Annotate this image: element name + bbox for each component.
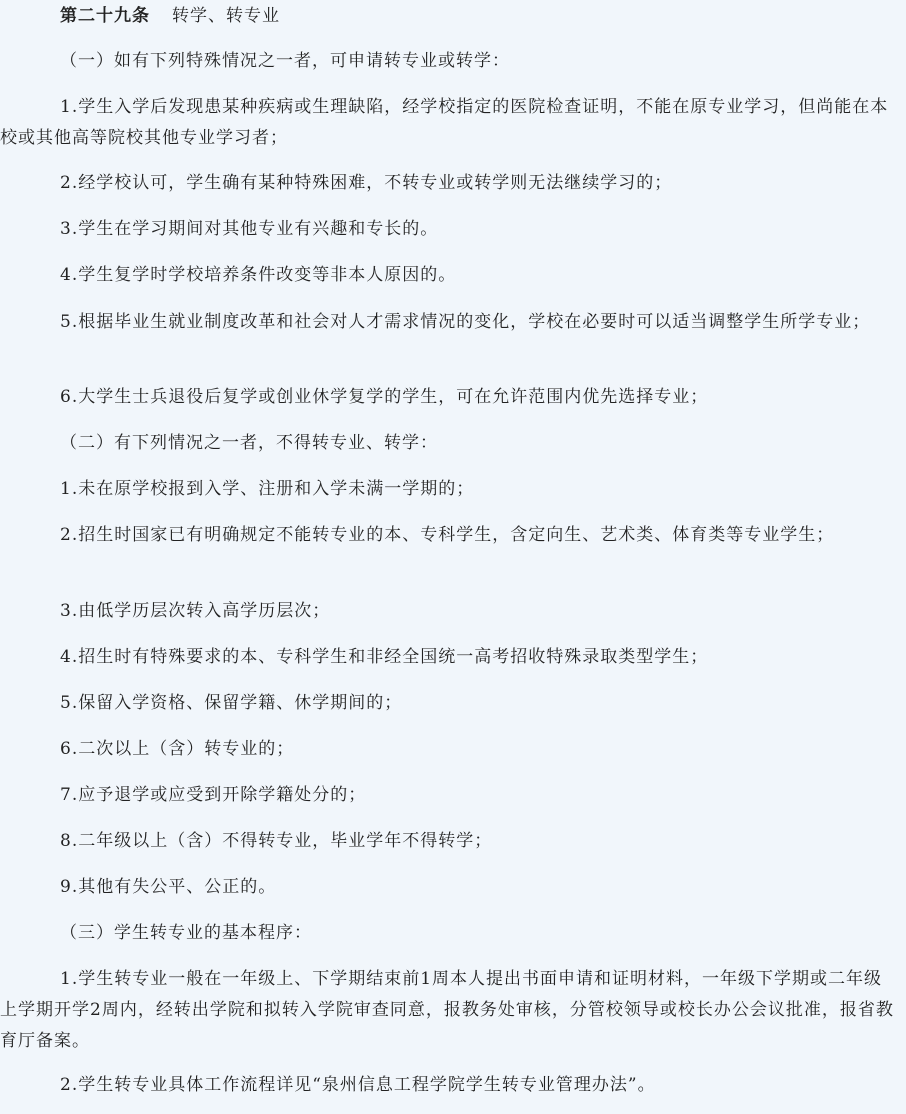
paragraph: 3.由低学历层次转入高学历层次；: [60, 601, 331, 621]
paragraph: 4.招生时有特殊要求的本、专科学生和非经全国统一高考招收特殊录取类型学生；: [60, 647, 709, 667]
article-title: 转学、转专业: [172, 6, 280, 26]
paragraph: 3.学生在学习期间对其他专业有兴趣和专长的。: [60, 219, 439, 239]
paragraph: 6.二次以上（含）转专业的；: [60, 739, 295, 759]
paragraph: 5.根据毕业生就业制度改革和社会对人才需求情况的变化，学校在必要时可以适当调整学生所学专业；: [60, 312, 871, 332]
paragraph: 5.保留入学资格、保留学籍、休学期间的；: [60, 693, 403, 713]
paragraph: 1.未在原学校报到入学、注册和入学未满一学期的；: [60, 479, 475, 499]
section-2-heading: （二）有下列情况之一者，不得转专业、转学：: [60, 433, 438, 453]
paragraph: 1.学生入学后发现患某种疾病或生理缺陷，经学校指定的医院检查证明，不能在原专业学习，但尚能在本校或其他高等院校其他专业学习者；: [0, 97, 889, 148]
paragraph: 2.招生时国家已有明确规定不能转专业的本、专科学生，含定向生、艺术类、体育类等专业学生；: [60, 525, 835, 545]
article-number: 第二十九条: [60, 6, 150, 26]
paragraph: 7.应予退学或应受到开除学籍处分的；: [60, 785, 367, 805]
paragraph: 8.二年级以上（含）不得转专业，毕业学年不得转学；: [60, 831, 493, 851]
paragraph: 1.学生转专业一般在一年级上、下学期结束前1周本人提出书面申请和证明材料，一年级下学期或二年级上学期开学2周内，经转出学院和拟转入学院审查同意，报教务处审核，分管校领导或校长办公会议批准，报省教育厅备案。: [0, 969, 894, 1051]
paragraph: 6.大学生士兵退役后复学或创业休学复学的学生，可在允许范围内优先选择专业；: [60, 387, 709, 407]
paragraph: 2.学生转专业具体工作流程详见“泉州信息工程学院学生转专业管理办法”。: [60, 1075, 656, 1095]
section-1-heading: （一）如有下列特殊情况之一者，可申请转专业或转学：: [60, 51, 510, 71]
paragraph: 4.学生复学时学校培养条件改变等非本人原因的。: [60, 265, 457, 285]
section-3-heading: （三）学生转专业的基本程序：: [60, 923, 312, 943]
paragraph: 9.其他有失公平、公正的。: [60, 877, 277, 897]
paragraph: 2.经学校认可，学生确有某种特殊困难，不转专业或转学则无法继续学习的；: [60, 173, 673, 193]
article-heading: [60, 0, 896, 32]
